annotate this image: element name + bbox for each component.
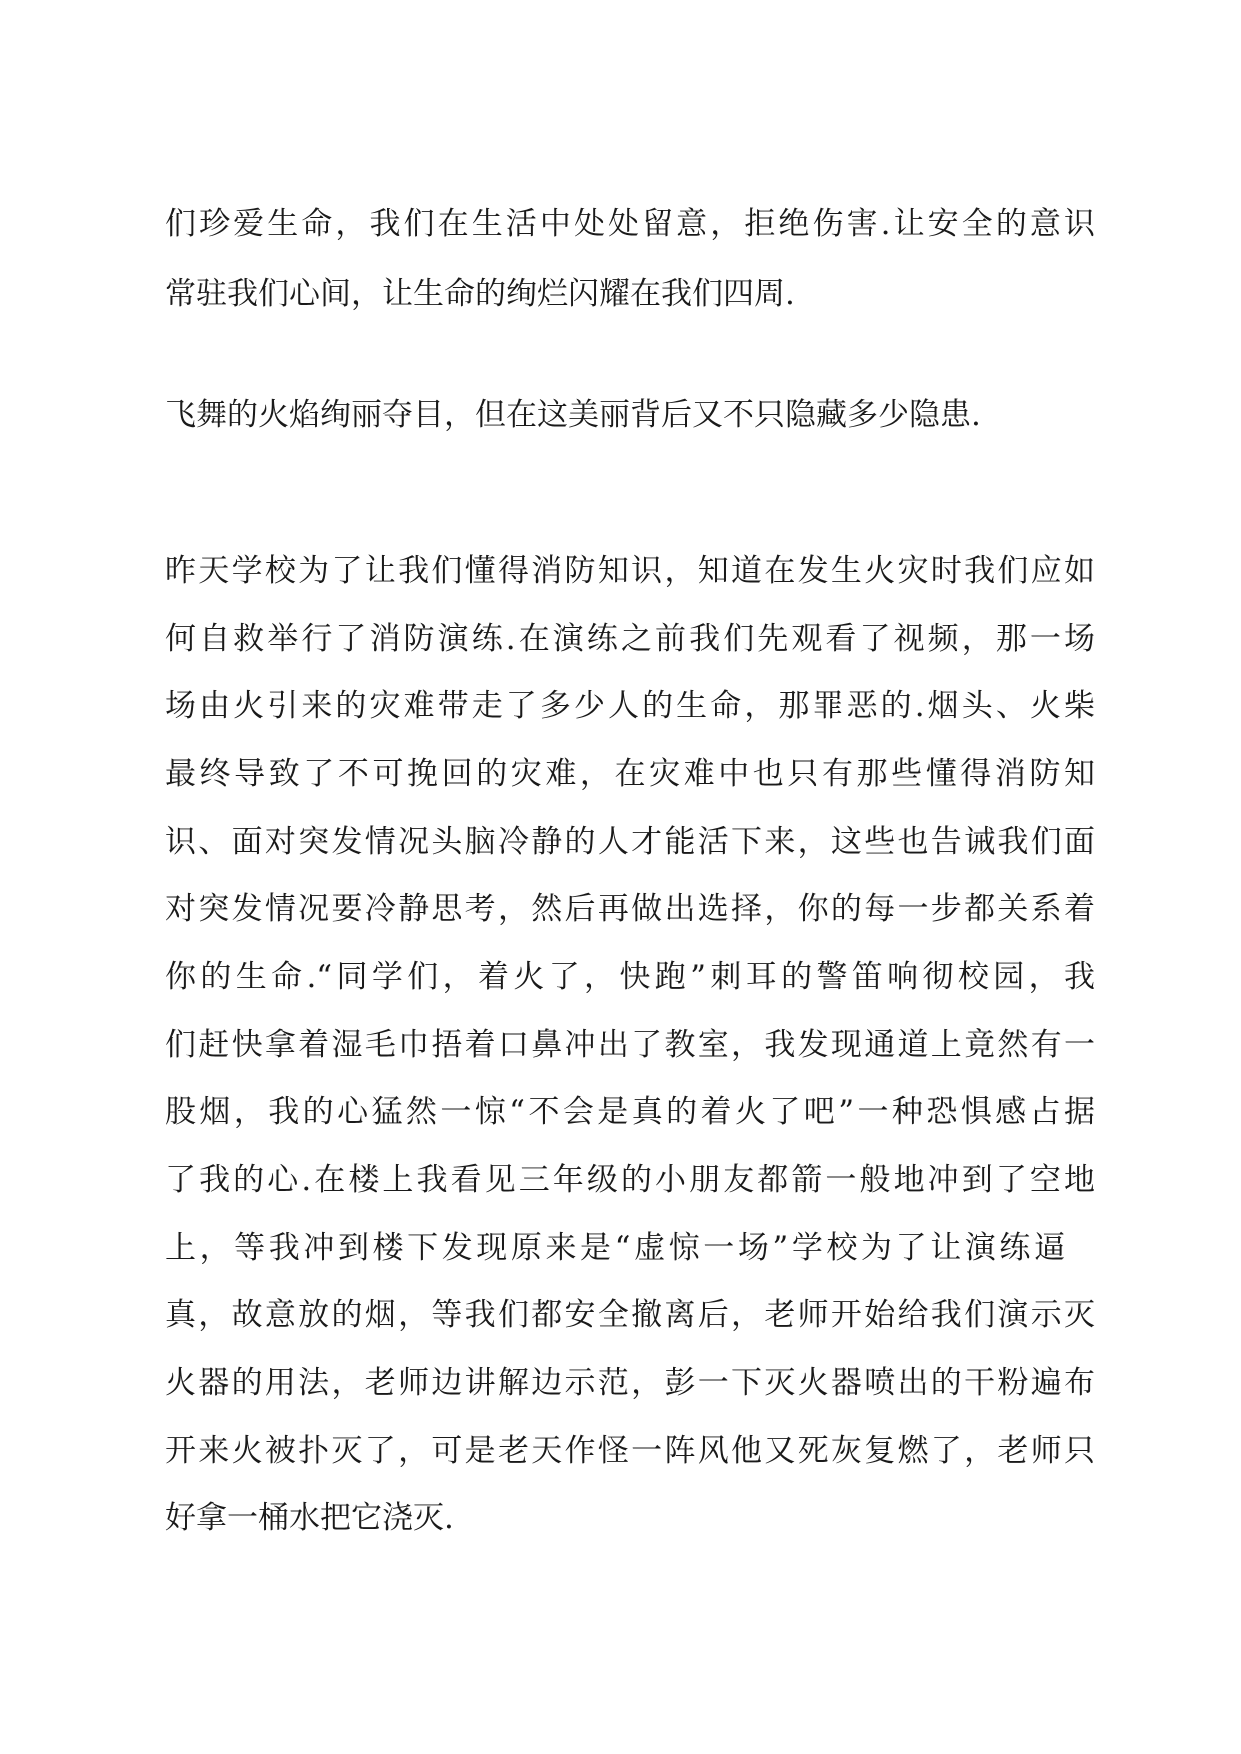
text-line: 上，等我冲到楼下发现原来是“虚惊一场”学校为了让演练逼 xyxy=(165,1230,1065,1266)
text-line: 识、面对突发情况头脑冷静的人才能活下来，这些也告诫我们面 xyxy=(165,824,1095,860)
text-line: 常驻我们心间，让生命的绚烂闪耀在我们四周. xyxy=(165,276,795,312)
text-line: 们珍爱生命，我们在生活中处处留意，拒绝伤害.让安全的意识 xyxy=(165,206,1095,242)
text-line: 何自救举行了消防演练.在演练之前我们先观看了视频，那一场 xyxy=(165,621,1095,657)
text-line: 开来火被扑灭了，可是老天作怪一阵风他又死灰复燃了，老师只 xyxy=(165,1433,1095,1469)
text-line: 飞舞的火焰绚丽夺目，但在这美丽背后又不只隐藏多少隐患. xyxy=(165,397,981,433)
text-line: 昨天学校为了让我们懂得消防知识，知道在发生火灾时我们应如 xyxy=(165,553,1095,589)
text-line: 们赶快拿着湿毛巾捂着口鼻冲出了教室，我发现通道上竟然有一 xyxy=(165,1027,1095,1063)
text-line: 了我的心.在楼上我看见三年级的小朋友都箭一般地冲到了空地 xyxy=(165,1162,1095,1198)
text-line: 对突发情况要冷静思考，然后再做出选择，你的每一步都关系着 xyxy=(165,891,1095,927)
text-line: 场由火引来的灾难带走了多少人的生命，那罪恶的.烟头、火柴 xyxy=(165,688,1095,724)
text-line: 火器的用法，老师边讲解边示范，彭一下灭火器喷出的干粉遍布 xyxy=(165,1365,1095,1401)
text-line: 好拿一桶水把它浇灭. xyxy=(165,1500,454,1536)
text-line: 真，故意放的烟，等我们都安全撤离后，老师开始给我们演示灭 xyxy=(165,1297,1095,1333)
text-line: 你的生命.“同学们，着火了，快跑”刺耳的警笛响彻校园，我 xyxy=(165,959,1095,995)
text-line: 股烟，我的心猛然一惊“不会是真的着火了吧”一种恐惧感占据 xyxy=(165,1094,1095,1130)
text-line: 最终导致了不可挽回的灾难，在灾难中也只有那些懂得消防知 xyxy=(165,756,1095,792)
